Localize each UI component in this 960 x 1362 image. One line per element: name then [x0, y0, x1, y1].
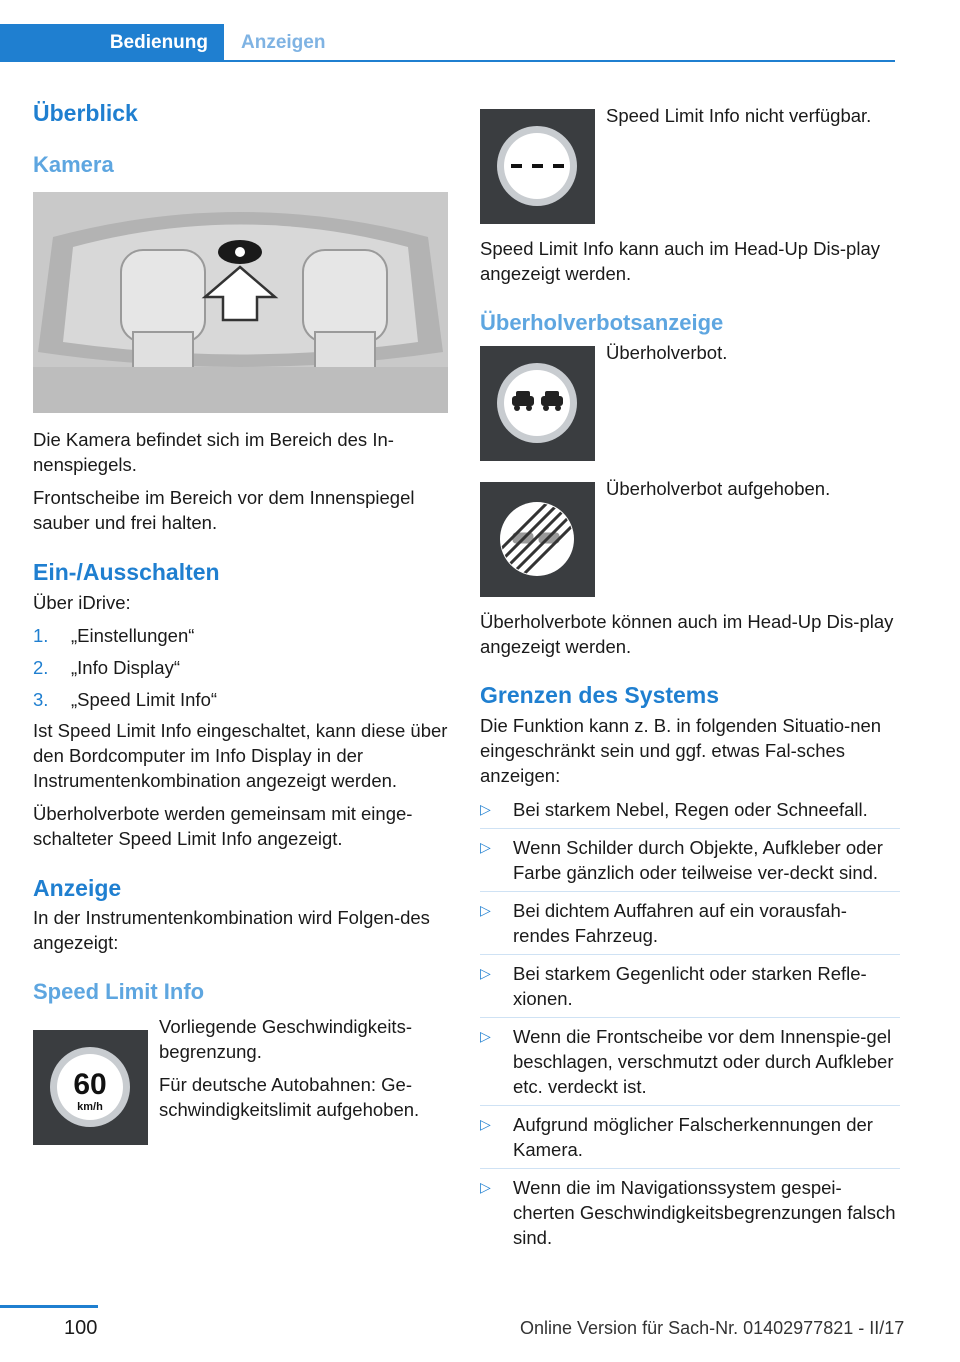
list-item — [480, 835, 900, 892]
list-item — [480, 1175, 900, 1256]
speed-limit-60-icon — [33, 1030, 148, 1145]
step-number: 2. — [33, 656, 49, 678]
step-number: 3. — [33, 688, 49, 710]
triangle-bullet-icon: ▷ — [480, 1027, 491, 1044]
step-text: „Speed Limit Info“ — [71, 688, 218, 710]
heading-overtake: Überholverbotsanzeige — [480, 310, 724, 335]
camera-desc-2: Frontscheibe im Bereich vor dem Innenspiegel sauber und frei halten. — [33, 486, 415, 533]
list-item — [480, 1024, 900, 1106]
car-interior-illustration — [33, 192, 448, 413]
overtake-row — [480, 342, 900, 461]
limits-intro: Die Funktion kann z. B. in folgenden Situatio-nen eingeschränkt sein und ggf. etwas Fal-sches anzeigen: — [480, 714, 882, 786]
list-item — [33, 623, 448, 648]
triangle-bullet-icon: ▷ — [480, 1115, 491, 1132]
header-rule — [224, 60, 895, 62]
sign-not-available-image — [480, 109, 595, 224]
sign-60-image — [33, 1030, 148, 1145]
heading-onoff: Ein-/Ausschalten — [33, 558, 220, 585]
sign-60-unit: km/h — [77, 1100, 103, 1113]
heading-overview: Überblick — [33, 100, 138, 126]
bullet-text: Wenn die Frontscheibe vor dem Innenspie-gel beschlagen, verschmutzt oder durch Aufkleber etc. verdeckt ist. — [513, 1025, 894, 1097]
triangle-bullet-icon: ▷ — [480, 800, 491, 817]
step-number: 1. — [33, 624, 49, 646]
list-item — [480, 1112, 900, 1169]
list-item — [480, 898, 900, 955]
na-row — [480, 105, 900, 224]
camera-location-image — [33, 192, 448, 413]
limits-list — [480, 797, 900, 1256]
triangle-bullet-icon: ▷ — [480, 838, 491, 855]
onoff-steps — [33, 623, 448, 712]
page-number: 100 — [64, 1317, 98, 1339]
footer-rule — [0, 1305, 98, 1308]
overtake-hud-desc: Überholverbote können auch im Head-Up Dis-play angezeigt werden. — [480, 611, 894, 658]
bullet-text: Wenn die im Navigationssystem gespei-cherten Geschwindigkeitsbegrenzungen falsch sind. — [513, 1176, 896, 1248]
header-tabs — [0, 24, 895, 62]
triangle-bullet-icon: ▷ — [480, 901, 491, 918]
bullet-text: Wenn Schilder durch Objekte, Aufkleber oder Farbe gänzlich oder teilweise ver-deckt sind. — [513, 836, 883, 883]
list-item — [480, 797, 900, 829]
step-text: „Einstellungen“ — [71, 624, 195, 646]
right-column — [480, 100, 900, 1262]
speed-limit-row — [33, 1014, 448, 1145]
sign-60-number: 60 — [73, 1067, 107, 1101]
list-item — [33, 655, 448, 680]
end-no-overtaking-icon — [480, 482, 595, 597]
bullet-text: Bei starkem Nebel, Regen oder Schneefall. — [513, 798, 868, 820]
heading-limits: Grenzen des Systems — [480, 682, 720, 709]
onoff-desc-3: Überholverbote werden gemeinsam mit einge-schalteter Speed Limit Info angezeigt. — [33, 802, 413, 849]
bullet-text: Aufgrund möglicher Falscherkennungen der Kamera. — [513, 1113, 873, 1160]
onoff-intro: Über iDrive: — [33, 591, 131, 613]
list-item — [33, 687, 448, 712]
left-column — [33, 100, 448, 1145]
heading-display: Anzeige — [33, 874, 122, 901]
sli-desc-1: Vorliegende Geschwindigkeits-begrenzung. — [159, 1015, 412, 1062]
hud-desc: Speed Limit Info kann auch im Head-Up Dis-play angezeigt werden. — [480, 238, 880, 284]
online-version-note: Online Version für Sach-Nr. 01402977821 - II/17 — [520, 1318, 905, 1338]
bullet-text: Bei starkem Gegenlicht oder starken Refle-xionen. — [513, 962, 867, 1009]
tab-bedienung[interactable]: Bedienung — [0, 24, 224, 62]
na-desc: Speed Limit Info nicht verfügbar. — [606, 105, 872, 126]
sli-desc-2: Für deutsche Autobahnen: Ge-schwindigkeitslimit aufgehoben. — [159, 1073, 420, 1120]
no-overtaking-icon — [480, 346, 595, 461]
onoff-desc-2: Ist Speed Limit Info eingeschaltet, kann diese über den Bordcomputer im Info Display in der Instrumentenkombination angezeigt werden. — [33, 719, 448, 791]
speed-limit-unavailable-icon — [480, 109, 595, 224]
tab-anzeigen[interactable]: Anzeigen — [241, 32, 326, 53]
triangle-bullet-icon: ▷ — [480, 1178, 491, 1195]
display-desc: In der Instrumentenkombination wird Folgen-des angezeigt: — [33, 907, 430, 954]
camera-desc-1: Die Kamera befindet sich im Bereich des In-nenspiegels. — [33, 428, 394, 475]
sign-no-overtaking-image — [480, 346, 595, 461]
overtake-end-desc: Überholverbot aufgehoben. — [606, 478, 831, 500]
overtake-end-row — [480, 478, 900, 597]
overtake-desc: Überholverbot. — [606, 342, 728, 364]
heading-camera: Kamera — [33, 151, 114, 177]
sign-end-no-overtaking-image — [480, 482, 595, 597]
step-text: „Info Display“ — [71, 656, 180, 678]
triangle-bullet-icon: ▷ — [480, 964, 491, 981]
list-item — [480, 961, 900, 1018]
heading-speed-limit-info: Speed Limit Info — [33, 979, 205, 1005]
bullet-text: Bei dichtem Auffahren auf ein vorausfah-rendes Fahrzeug. — [513, 899, 847, 946]
